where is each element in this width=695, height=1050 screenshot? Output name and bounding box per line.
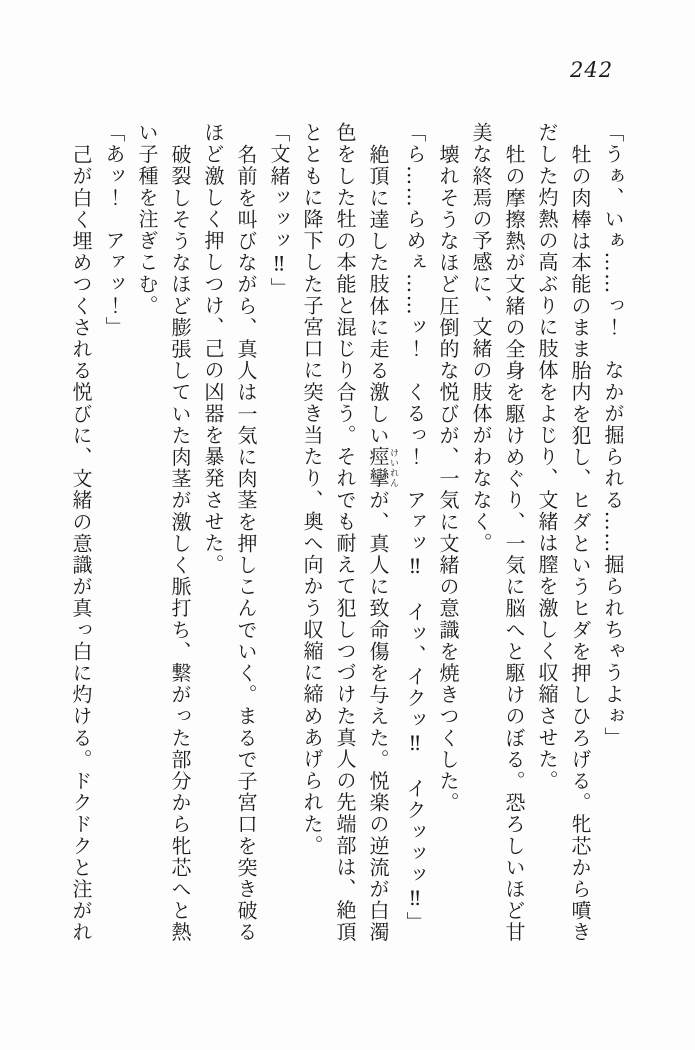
paragraph-9-narration: 破裂しそうなほど膨張していた肉茎が激しく脈打ち、繋がった部分から牝芯へと熱い子種を注ぎこむ。 xyxy=(135,122,192,943)
body-text xyxy=(64,122,629,945)
paragraph-11-narration: 己が白く埋めつくされる悦びに、文緒の意識が真っ白に灼ける。ドクドクと注がれ xyxy=(69,143,93,943)
paragraph-4-narration: 壊れそうなほど圧倒的な悦びが、一気に文緒の意識を焼きつくした。 xyxy=(436,143,460,814)
page-number: 242 xyxy=(570,58,614,82)
paragraph-2-narration: 牡の肉棒は本能のまま胎内を犯し、ヒダというヒダを押しひろげる。牝芯から噴きだした灼熱の高ぶりに肢体をよじり、文緒は膣を激しく収縮させた。 xyxy=(535,122,592,943)
paragraph-8-narration: 名前を叫びながら、真人は一気に肉茎を押しこんでいく。まるで子宮口を突き破るほど激しく押しつけ、己の凶器を暴発させた。 xyxy=(201,122,258,943)
paragraph-3-narration: 牡の摩擦熱が文緒の全身を駆けめぐり、一気に脳へと駆けのぼる。恐ろしいほど甘美な終焉の予感に、文緒の肢体がわななく。 xyxy=(469,122,526,943)
paragraph-1-dialogue: 「うぁ、いぁ……っ！ なかが掘られる……掘られちゃうよぉ」 xyxy=(601,122,625,749)
paragraph-7-dialogue: 「文緒ッッッ‼」 xyxy=(267,122,291,299)
paragraph-6-narration: 絶頂に達した肢体に走る激しい痙攣けいれんが、真人に致命傷を与えた。悦楽の逆流が白濁色をした牡の本能と混じり合う。それでも耐えて犯しつづけた真人の先端部は、絶頂とともに降下した子宮口に突き当たり、奥へ向かう収縮に締めあげられた。 xyxy=(300,122,398,943)
paragraph-10-dialogue: 「あッ！ アァッ！」 xyxy=(102,122,126,338)
ruby-furigana: けいれん xyxy=(388,446,398,490)
paragraph-5-dialogue: 「ら……らめぇ……ッ！ くるっ！ アァッ‼ イッ、イクッ‼ イクッッッ‼」 xyxy=(403,122,427,934)
ruby-annotated-word xyxy=(366,446,398,490)
ruby-base: 痙攣 xyxy=(366,446,390,490)
